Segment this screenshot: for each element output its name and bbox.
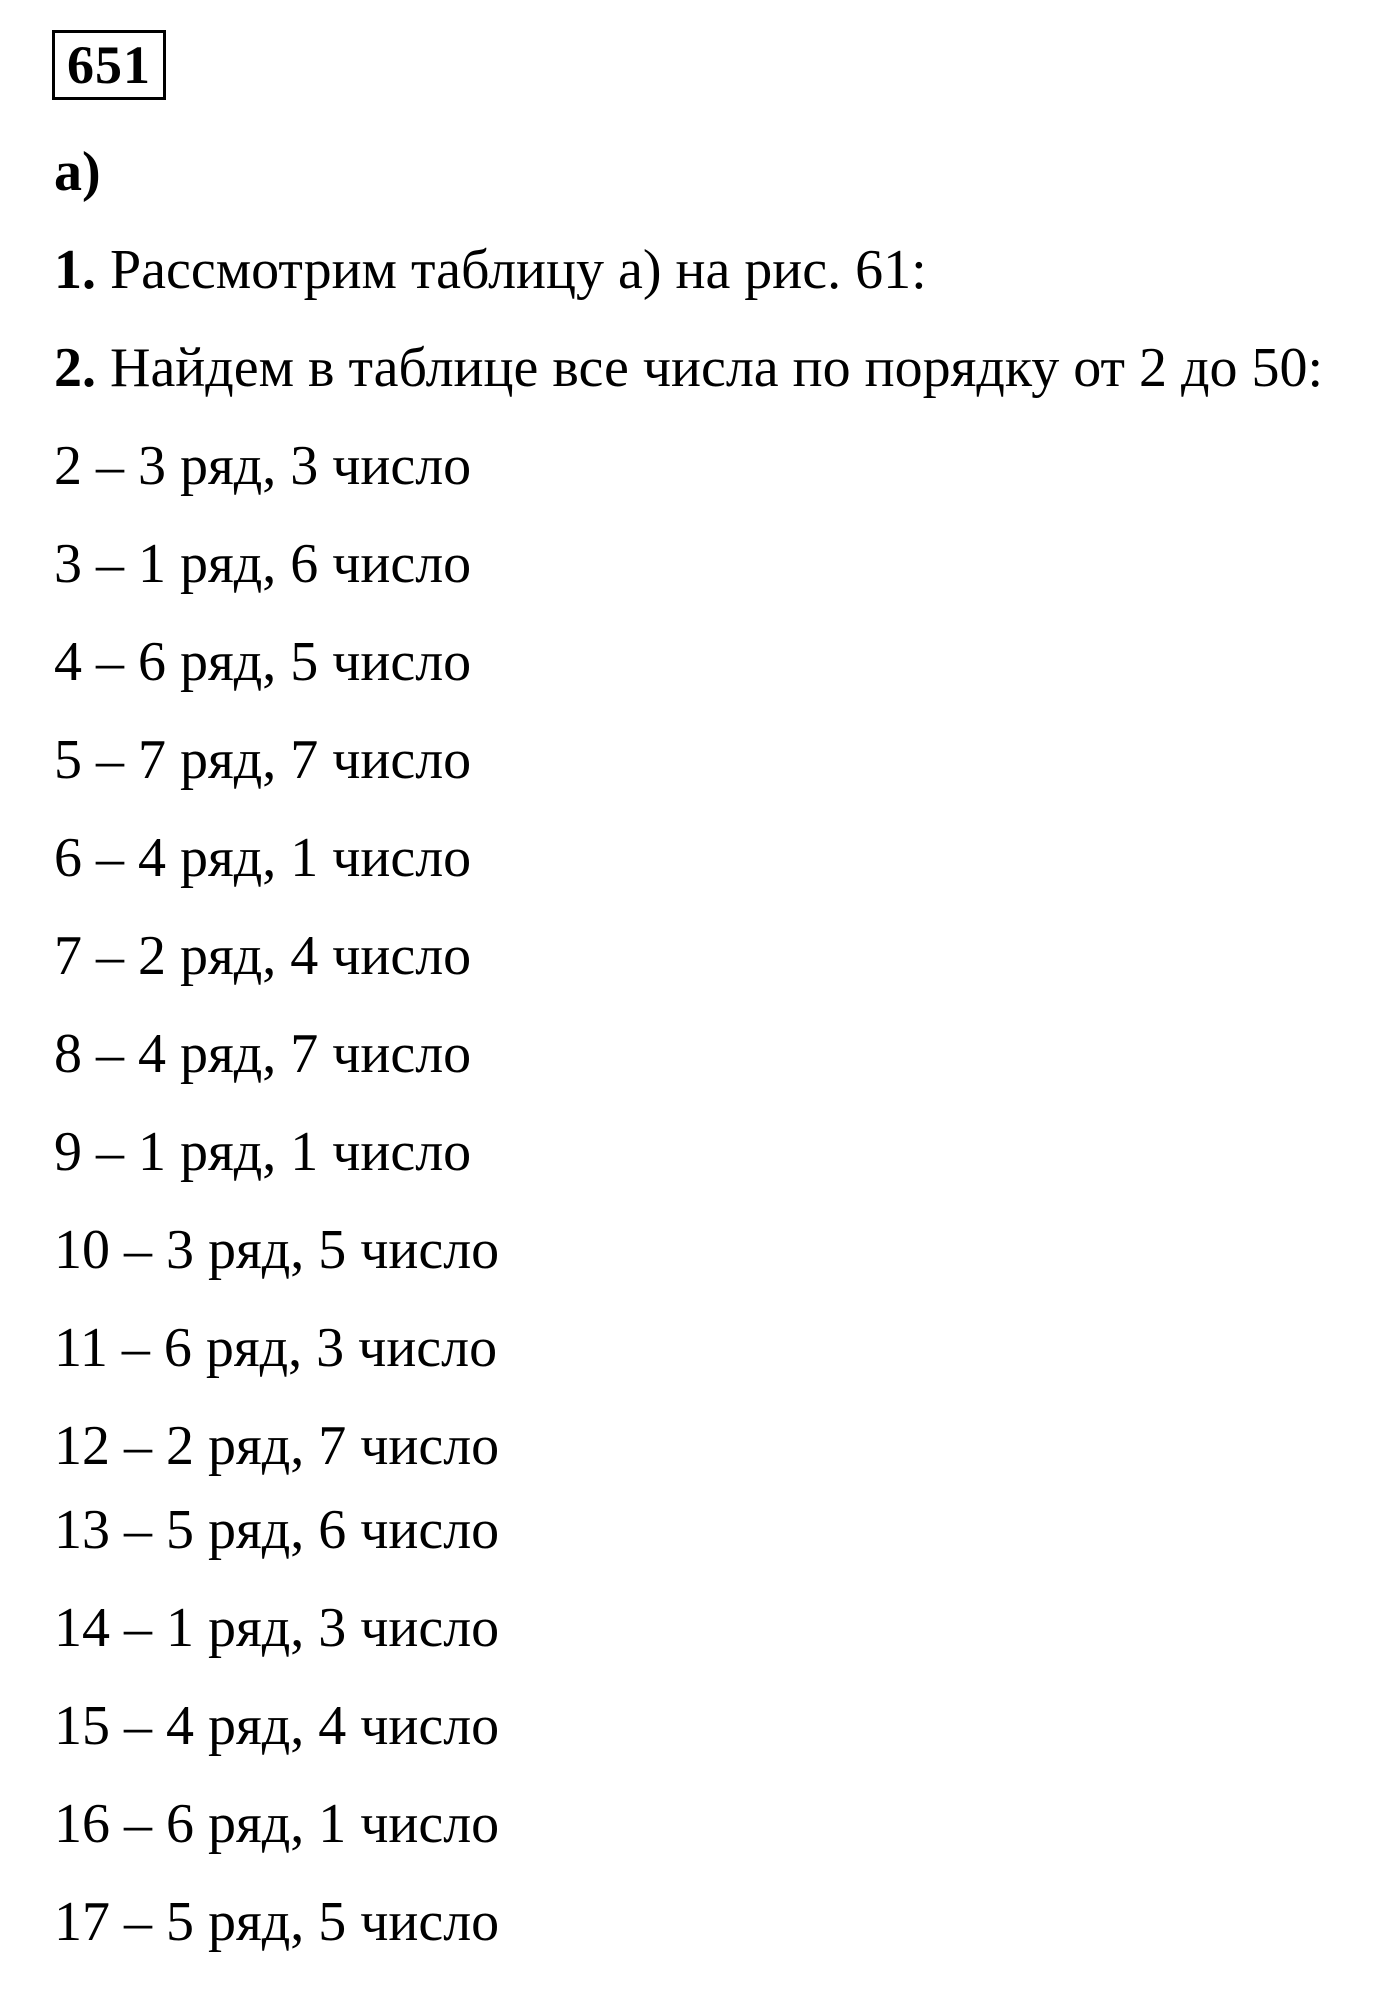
list-item: 7 – 2 ряд, 4 число — [54, 925, 472, 987]
part-label: а) — [54, 141, 101, 203]
list-item: 15 – 4 ряд, 4 число — [54, 1695, 500, 1757]
list-item: 16 – 6 ряд, 1 число — [54, 1793, 500, 1855]
list-item: 6 – 4 ряд, 1 число — [54, 827, 472, 889]
list-item: 12 – 2 ряд, 7 число — [54, 1415, 500, 1477]
list-item: 13 – 5 ряд, 6 число — [54, 1499, 500, 1561]
step-1-text: Рассмотрим таблицу а) на рис. 61: — [96, 239, 927, 301]
list-item: 17 – 5 ряд, 5 число — [54, 1891, 500, 1953]
list-item: 14 – 1 ряд, 3 число — [54, 1597, 500, 1659]
list-item: 5 – 7 ряд, 7 число — [54, 729, 472, 791]
step-1-number: 1. — [54, 239, 96, 301]
list-item: 9 – 1 ряд, 1 число — [54, 1121, 472, 1183]
step-1 — [54, 234, 927, 306]
step-2-text: Найдем в таблице все числа по порядку от 2 до 50: — [96, 337, 1324, 399]
list-item: 10 – 3 ряд, 5 число — [54, 1219, 500, 1281]
list-item: 8 – 4 ряд, 7 число — [54, 1023, 472, 1085]
list-item: 4 – 6 ряд, 5 число — [54, 631, 472, 693]
step-2-number: 2. — [54, 337, 96, 399]
list-item: 2 – 3 ряд, 3 число — [54, 435, 472, 497]
list-item: 3 – 1 ряд, 6 число — [54, 533, 472, 595]
task-number-box: 651 — [52, 30, 166, 100]
list-item: 11 – 6 ряд, 3 число — [54, 1317, 498, 1379]
step-2 — [54, 332, 1323, 404]
